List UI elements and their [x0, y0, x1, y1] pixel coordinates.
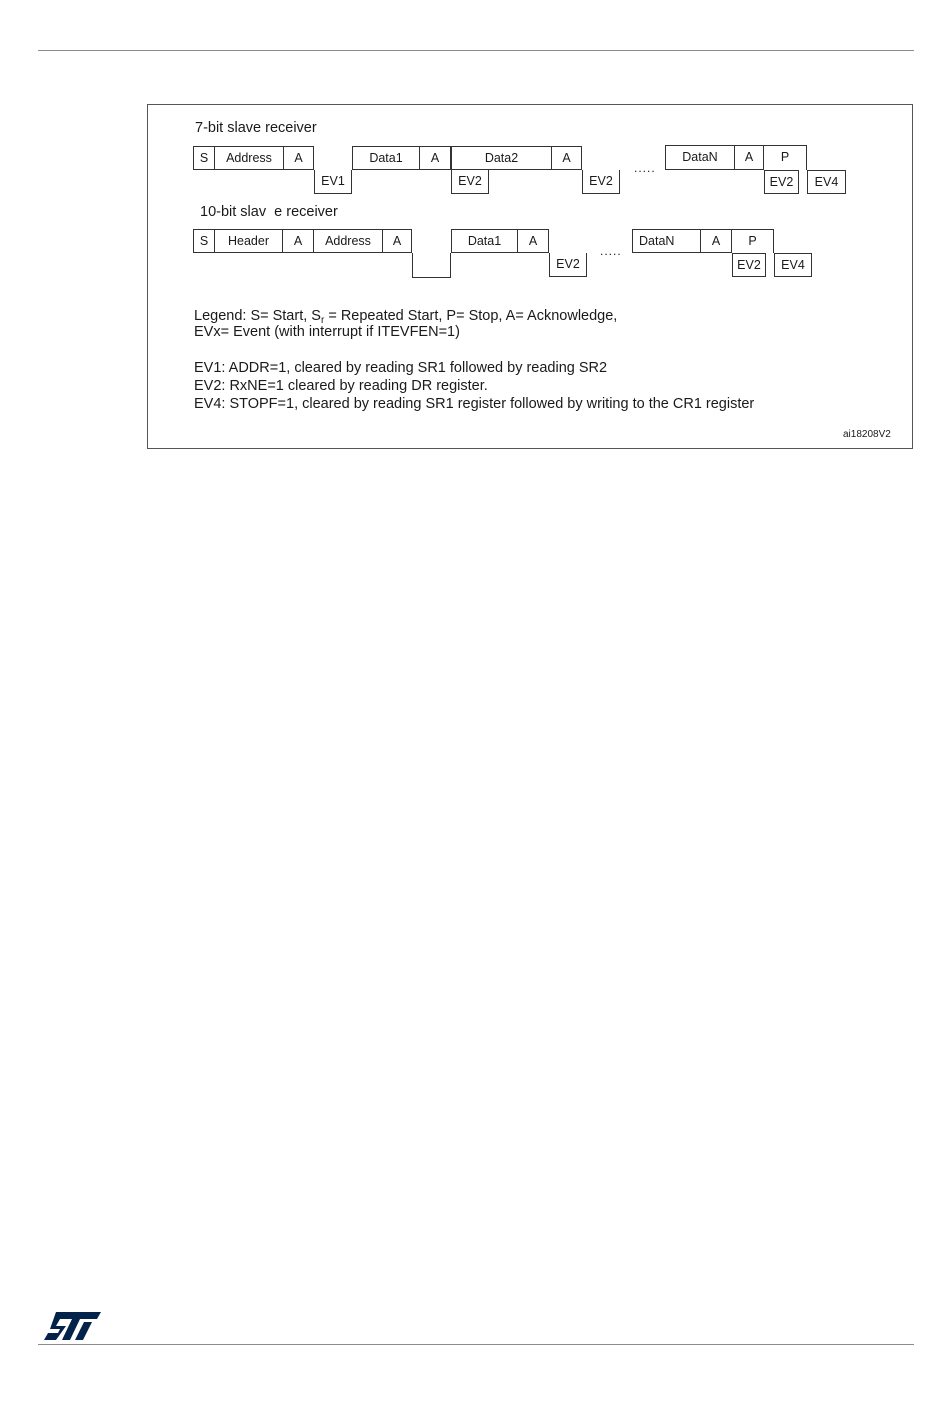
legend-text: Legend: S= Start, S	[194, 308, 321, 324]
event-ev4: EV4	[807, 170, 846, 194]
event-ev2: EV2	[451, 170, 489, 194]
ack-cell: A	[420, 146, 451, 170]
footer-rule	[38, 1344, 914, 1345]
legend-text: = Repeated Start, P= Stop, A= Acknowledge,	[324, 308, 618, 324]
event-box-empty	[412, 253, 451, 278]
event-ev1: EV1	[314, 170, 352, 194]
ack-cell: A	[518, 229, 549, 253]
ack-cell: A	[383, 229, 412, 253]
data1-cell: Data1	[352, 146, 420, 170]
start-cell: S	[193, 146, 215, 170]
legend-ev1: EV1: ADDR=1, cleared by reading SR1 followed by reading SR2	[194, 360, 608, 376]
stop-cell: P	[732, 229, 774, 253]
seven-bit-title: 7-bit slave receiver	[195, 120, 317, 136]
figure-code: ai18208V2	[843, 429, 891, 440]
ack-cell: A	[552, 146, 582, 170]
ellipsis: .....	[634, 161, 656, 175]
stop-cell: P	[764, 145, 807, 170]
legend-ev2: EV2: RxNE=1 cleared by reading DR register.	[194, 378, 488, 394]
event-ev2: EV2	[549, 253, 587, 277]
ack-cell: A	[735, 145, 764, 170]
event-ev2: EV2	[582, 170, 620, 194]
header-cell: Header	[215, 229, 283, 253]
ten-bit-title: 10-bit slav e receiver	[200, 204, 338, 220]
legend-line-2: EVx= Event (with interrupt if ITEVFEN=1)	[194, 324, 460, 340]
ack-cell: A	[283, 229, 314, 253]
data2-cell: Data2	[451, 146, 552, 170]
ack-cell: A	[701, 229, 732, 253]
st-logo-icon	[44, 1310, 102, 1342]
data1-cell: Data1	[451, 229, 518, 253]
event-ev4: EV4	[774, 253, 812, 277]
ellipsis: .....	[600, 244, 622, 258]
header-rule	[38, 50, 914, 51]
address-cell: Address	[314, 229, 383, 253]
start-cell: S	[193, 229, 215, 253]
event-ev2: EV2	[764, 170, 799, 194]
ack-cell: A	[284, 146, 314, 170]
legend-ev4: EV4: STOPF=1, cleared by reading SR1 register followed by writing to the CR1 register	[194, 396, 755, 412]
datan-cell: DataN	[665, 145, 735, 170]
address-cell: Address	[215, 146, 284, 170]
datan-cell: DataN	[632, 229, 701, 253]
legend-subscript: r	[320, 315, 325, 326]
event-ev2: EV2	[732, 253, 766, 277]
